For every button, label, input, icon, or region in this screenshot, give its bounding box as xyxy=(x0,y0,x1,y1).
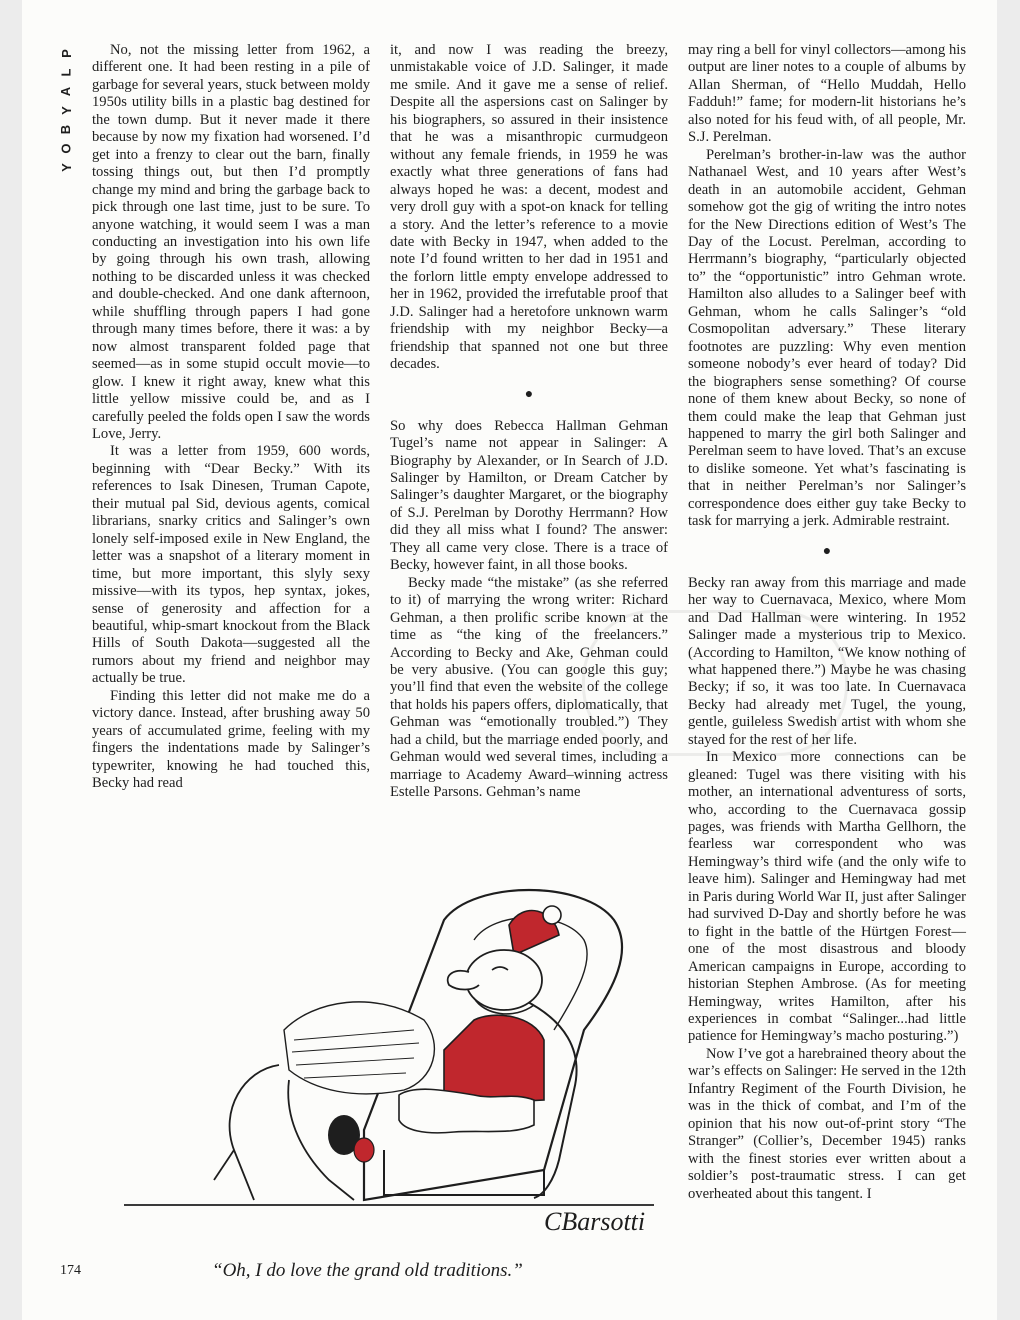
paragraph: it, and now I was reading the breezy, unmistakable voice of J.D. Salinger, it made me smile. And it gave me a sense of relief. Despite all the aspersions cast on Salinger by his biographers, so assured in their insistence that he was a misanthropic curmudgeon without any female friends, in 1959 he was exactly what three generations of fans had always hoped he was: a decent, modest and very droll guy with a spot-on knack for telling a story. And the letter’s reference to a movie date with Becky in 1947, when added to the note I’d found written to her dad in 1951 and the forlorn little empty envelope addressed to her in 1962, provided the irrefutable proof that J.D. Salinger had a heretofore unknown warm friendship with my neighbor Becky—a friendship that spanned not one but three decades. xyxy=(390,42,668,373)
brand-letter: O xyxy=(58,143,74,154)
article-column-1 xyxy=(92,42,370,792)
vertical-brand-mark xyxy=(56,44,76,177)
paragraph: Perelman’s brother-in-law was the author Nathanael West, and 10 years after West’s death in an automobile accident, Gehman somehow got the gig of writing the intro notes for the New Directions edition of West’s The Day of the Locust. Perelman, according to Herrmann’s biography, “particularly objected to” the “opportunistic” intro Gehman wrote. Hamilton also alludes to a Salinger beef with Gehman, whom he calls Salinger’s “old Cosmopolitan adversary.” These literary footnotes are puzzling: Why even mention someone nobody’s ever heard of today? Did the biographers sense something? Of course none of them knew about Becky, so none of them could make the leap that Gehman just happened to marry the girl both Salinger and Perelman seem to have loved. That’s an excuse to dislike someone. Yet what’s fascinating is that in neither Perelman’s nor Salinger’s correspondence does either guy take Becky to task for marrying a jerk. Admirable restraint. xyxy=(688,146,966,530)
jacket-fur-trim xyxy=(399,1089,534,1133)
magazine-page xyxy=(22,0,997,1320)
brand-letter: A xyxy=(58,86,74,97)
watermark-logo xyxy=(582,610,848,756)
paragraph: No, not the missing letter from 1962, a different one. It had been resting in a pile of garbage for several years, stuck between moldy 1950s utility bills in a plastic bag destined for the town dump. But it never made it there because by now my fixation had worsened. I’d get into a frenzy to clear out the barn, finally tossing things out, but then I’d promptly change my mind and bring the garbage back to pick through one last time, just to be sure. To anyone watching, it would seem I was a man conducting an investigation into his own life by going through his own trash, allowing nothing to be discarded unless it was checked and double-checked. And one dank afternoon, while shuffling through papers I had gone through many times before, there it was: a by now almost transparent folded page that seemed—as in some stupid occult movie—to glow. I knew it right away, knew what this little yellow missive could be, and as I carefully peeled the folds open I saw the words Love, Jerry. xyxy=(92,42,370,442)
brand-letter: Y xyxy=(58,106,74,115)
santa-mitten xyxy=(354,1138,374,1162)
armchair-base xyxy=(384,1150,544,1195)
section-break-bullet xyxy=(390,382,668,408)
paragraph: Becky ran away from this marriage and made her way to Cuernavaca, Mexico, where Mom and Dad Hallman were wintering. In 1952 Salinger made a mysterious trip to Mexico. (According to Hamilton, “We know nothing of what happened there.”) Maybe he was chasing Becky; if so, it was too late. In Cuernavaca Becky had already met Tugel, the young, gentle, guileless Swedish artist with whom she stayed for the rest of her life. xyxy=(688,574,966,748)
paragraph: In Mexico more connections can be gleaned: Tugel was there visiting with his mother, an international adventuress of sorts, who, according to the Cuernavaca gossip pages, was friends with Martha Gellhorn, the fearless war correspondent who was Hemingway’s third wife (and the only wife to leave him). Salinger and Hemingway had met in Paris during World War II, just after Salinger had survived D-Day and shortly before he was to fight in the battle of the Hürtgen Forest—one of the most disastrous and bloody American campaigns in Europe, according to historian Stephen Ambrose. (As for meeting Hemingway, writes Hamilton, after his experiences in combat “Salinger...had little patience for Hemingway’s macho posturing.”) xyxy=(688,749,966,1045)
paragraph: Finding this letter did not make me do a victory dance. Instead, after brushing away 50 years of accumulated grime, feeling with my fingers the indentations made by Salinger’s typewriter, knowing he had touched this, Becky had read xyxy=(92,687,370,792)
paragraph: Becky made “the mistake” (as she referred to it) of marrying the wrong writer: Richard Gehman, a then prolific scribe known at the time as “the king of the freelancers.” According to Becky and Ake, Gehman could be very abusive. (You can google this guy; you’ll find that even the website of the college that holds his papers offers, diplomatically, that Gehman was “emotionally troubled.”) They had a child, but the marriage ended poorly, and Gehman would wed several times, including a marriage to Academy Award–winning actress Estelle Parsons. Gehman’s name xyxy=(390,574,668,801)
dancer-leg xyxy=(214,1065,279,1200)
artist-signature: CBarsotti xyxy=(544,1207,646,1236)
hat-pompom xyxy=(543,906,561,924)
santa-jacket xyxy=(444,1015,544,1105)
paragraph: may ring a bell for vinyl collectors—among his output are liner notes to a couple of albums by Allan Sherman, of “Hello Muddah, Hello Fadduh!” fame; for modern-lit historians he’s also noted for his feud with, of all people, Mr. S.J. Perelman. xyxy=(688,42,966,146)
brand-letter: B xyxy=(58,124,74,135)
section-break-bullet xyxy=(688,539,966,565)
santa-cartoon-illustration xyxy=(114,880,674,1240)
brand-letter: Y xyxy=(58,163,74,172)
cartoon-caption: “Oh, I do love the grand old traditions.” xyxy=(212,1260,523,1281)
brand-letter: L xyxy=(58,68,74,77)
grass-skirt xyxy=(284,1002,434,1094)
santa-head xyxy=(466,950,542,1010)
paragraph: Now I’ve got a harebrained theory about the war’s effects on Salinger: He served in the 12th Infantry Regiment of the Fourth Division, he was in the thick of combat, and I’m of the opinion that his now out-of-print story “The Stranger” (Collier’s, December 1945) ranks with the finest stories ever written about a soldier’s post-traumatic stress. I can get overheated about this tangent. I xyxy=(688,1045,966,1202)
paragraph: It was a letter from 1959, 600 words, beginning with “Dear Becky.” With its references to Isak Dinesen, Truman Capote, their mutual pal Sid, devious agents, comical librarians, snarky critics and Salinger’s own lonely self-imposed exile in New England, the letter was a snapshot of a literary moment in time, but more important, this slyly sexy missive—with its typos, hep syntax, jokes, sense of generosity and affection for a beautiful, whip-smart knockout from the Black Hills of South Dakota—suggested all the rumors about my friend and neighbor may actually be true. xyxy=(92,443,370,687)
brand-letter: P xyxy=(58,49,74,58)
paragraph: So why does Rebecca Hallman Gehman Tugel’s name not appear in Salinger: A Biography by Alexander, or In Search of J.D. Salinger by Hamilton, or Dream Catcher by Salinger’s daughter Margaret, or the biography of S.J. Perelman by Dorothy Herrmann? How did they all miss what I found? The answer: They all came very close. There is a trace of Becky, however faint, in all those books. xyxy=(390,417,668,574)
page-number: 174 xyxy=(60,1263,81,1278)
